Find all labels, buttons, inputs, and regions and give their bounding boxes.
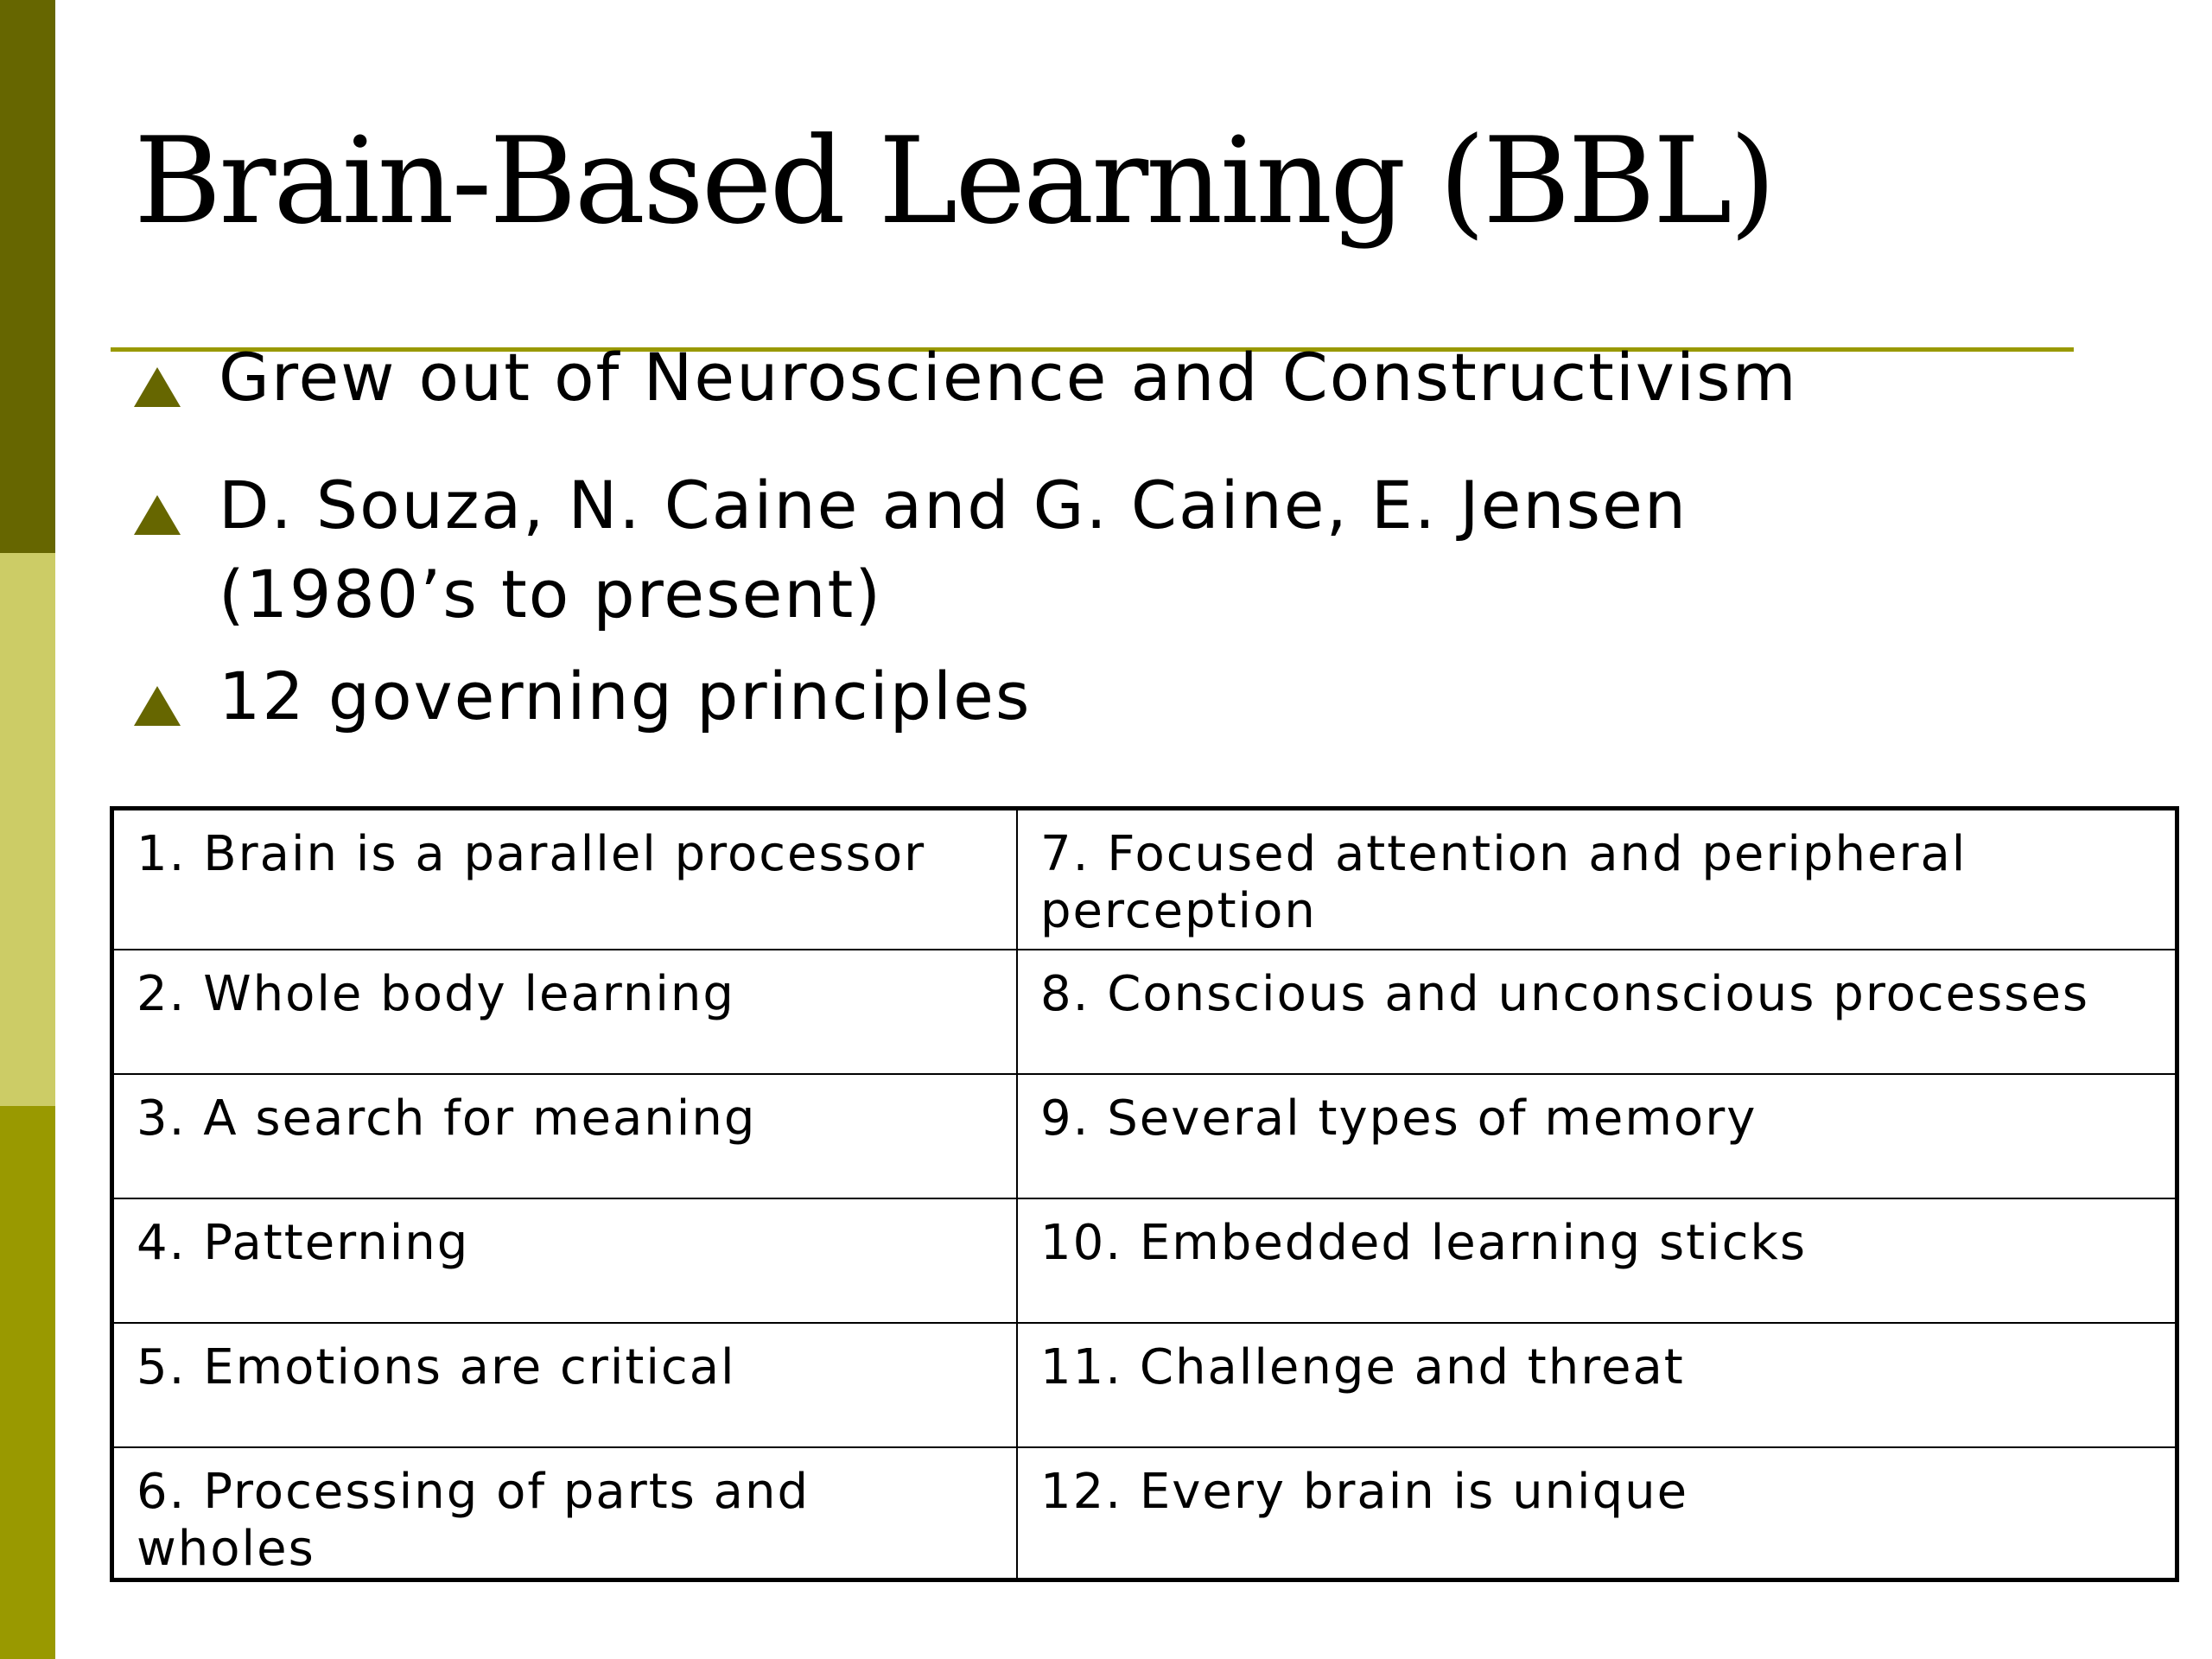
table-cell: 3. A search for meaning xyxy=(112,1074,1018,1198)
triangle-bullet-icon xyxy=(134,367,181,407)
table-row xyxy=(112,950,2177,1074)
sidebar-stripe-top xyxy=(0,0,55,553)
table-cell: 8. Conscious and unconscious processes xyxy=(1017,950,2177,1074)
triangle-bullet-icon xyxy=(134,686,181,726)
triangle-bullet-icon xyxy=(134,495,181,535)
table-cell: 12. Every brain is unique xyxy=(1017,1447,2177,1580)
bullet-text: D. Souza, N. Caine and G. Caine, E. Jensen (1980’s to present) xyxy=(219,467,1688,632)
table-cell: 9. Several types of memory xyxy=(1017,1074,2177,1198)
table-cell: 7. Focused attention and peripheral perception xyxy=(1017,809,2177,950)
bullet-item xyxy=(134,652,2121,741)
table-row xyxy=(112,809,2177,950)
slide-title: Brain-Based Learning (BBL) xyxy=(134,111,1774,251)
bullet-item xyxy=(134,461,2121,639)
principles-table xyxy=(110,806,2179,1582)
table-cell: 2. Whole body learning xyxy=(112,950,1018,1074)
table-row xyxy=(112,1323,2177,1447)
table-row xyxy=(112,1198,2177,1323)
bullet-text: 12 governing principles xyxy=(219,658,1032,734)
table-cell: 4. Patterning xyxy=(112,1198,1018,1323)
table-cell: 5. Emotions are critical xyxy=(112,1323,1018,1447)
table-row xyxy=(112,1447,2177,1580)
bullet-list xyxy=(134,333,2121,741)
sidebar-stripe-middle xyxy=(0,553,55,1106)
bullet-text: Grew out of Neuroscience and Constructivism xyxy=(219,339,1798,416)
table-cell: 1. Brain is a parallel processor xyxy=(112,809,1018,950)
table-cell: 6. Processing of parts and wholes xyxy=(112,1447,1018,1580)
table-cell: 11. Challenge and threat xyxy=(1017,1323,2177,1447)
table-cell: 10. Embedded learning sticks xyxy=(1017,1198,2177,1323)
bullet-item xyxy=(134,333,2121,422)
table-row xyxy=(112,1074,2177,1198)
sidebar-stripe-bottom xyxy=(0,1106,55,1659)
